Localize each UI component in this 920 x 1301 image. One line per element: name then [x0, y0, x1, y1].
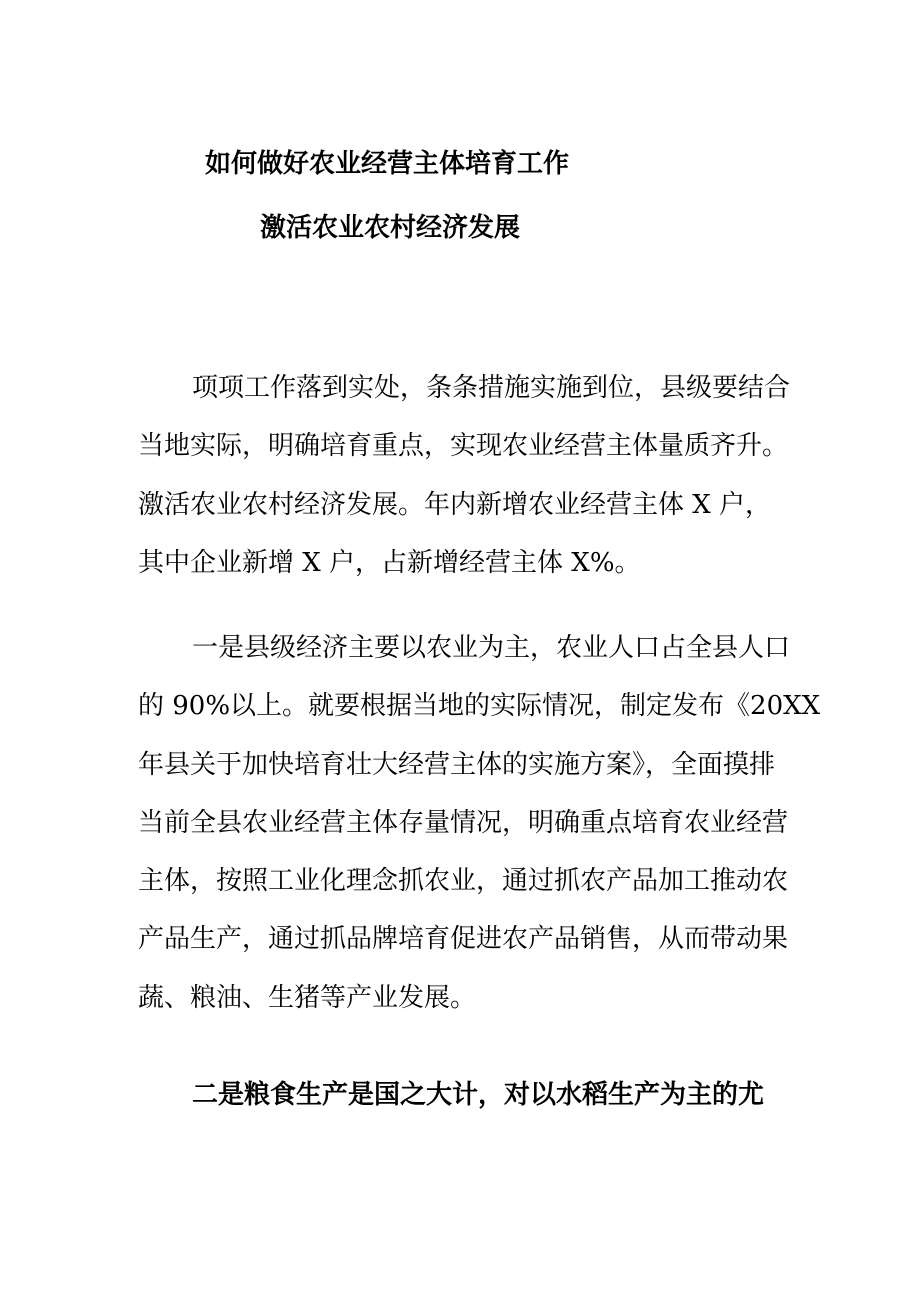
paragraph-point-one: [138, 619, 821, 1027]
paragraph-line: 主体，按照工业化理念抓农业，通过抓农产品加工推动农: [138, 866, 789, 897]
paragraph-line: 激活农业农村经济发展。年内新增农业经营主体 X 户，: [138, 489, 772, 520]
paragraph-intro: [138, 359, 798, 592]
paragraph-line: 其中企业新增 X 户，占新增经营主体 X%。: [138, 547, 641, 578]
paragraph-line: 年县关于加快培育壮大经营主体的实施方案》，全面摸排: [138, 749, 776, 780]
paragraph-line: 一是县级经济主要以农业为主，农业人口占全县人口: [192, 633, 791, 663]
paragraph-line: 项项工作落到实处，条条措施实施到位，县级要结合: [192, 373, 791, 403]
paragraph-line: 蔬、粮油、生猪等产业发展。: [138, 982, 477, 1013]
paragraph-line: 当地实际，明确培育重点，实现农业经营主体量质齐升。: [138, 431, 789, 462]
paragraph-line: 的 90%以上。就要根据当地的实际情况，制定发布《20XX: [138, 691, 821, 722]
paragraph-line: 产品生产，通过抓品牌培育促进农产品销售，从而带动果: [138, 924, 789, 955]
document-subtitle: 激活农业农村经济发展: [260, 213, 521, 243]
paragraph-line: 二是粮食生产是国之大计，对以水稻生产为主的尤: [192, 1080, 765, 1110]
paragraph-line: 当前全县农业经营主体存量情况，明确重点培育农业经营: [138, 807, 789, 838]
paragraph-point-two: [138, 1066, 798, 1124]
document-title: 如何做好农业经营主体培育工作: [205, 149, 570, 179]
